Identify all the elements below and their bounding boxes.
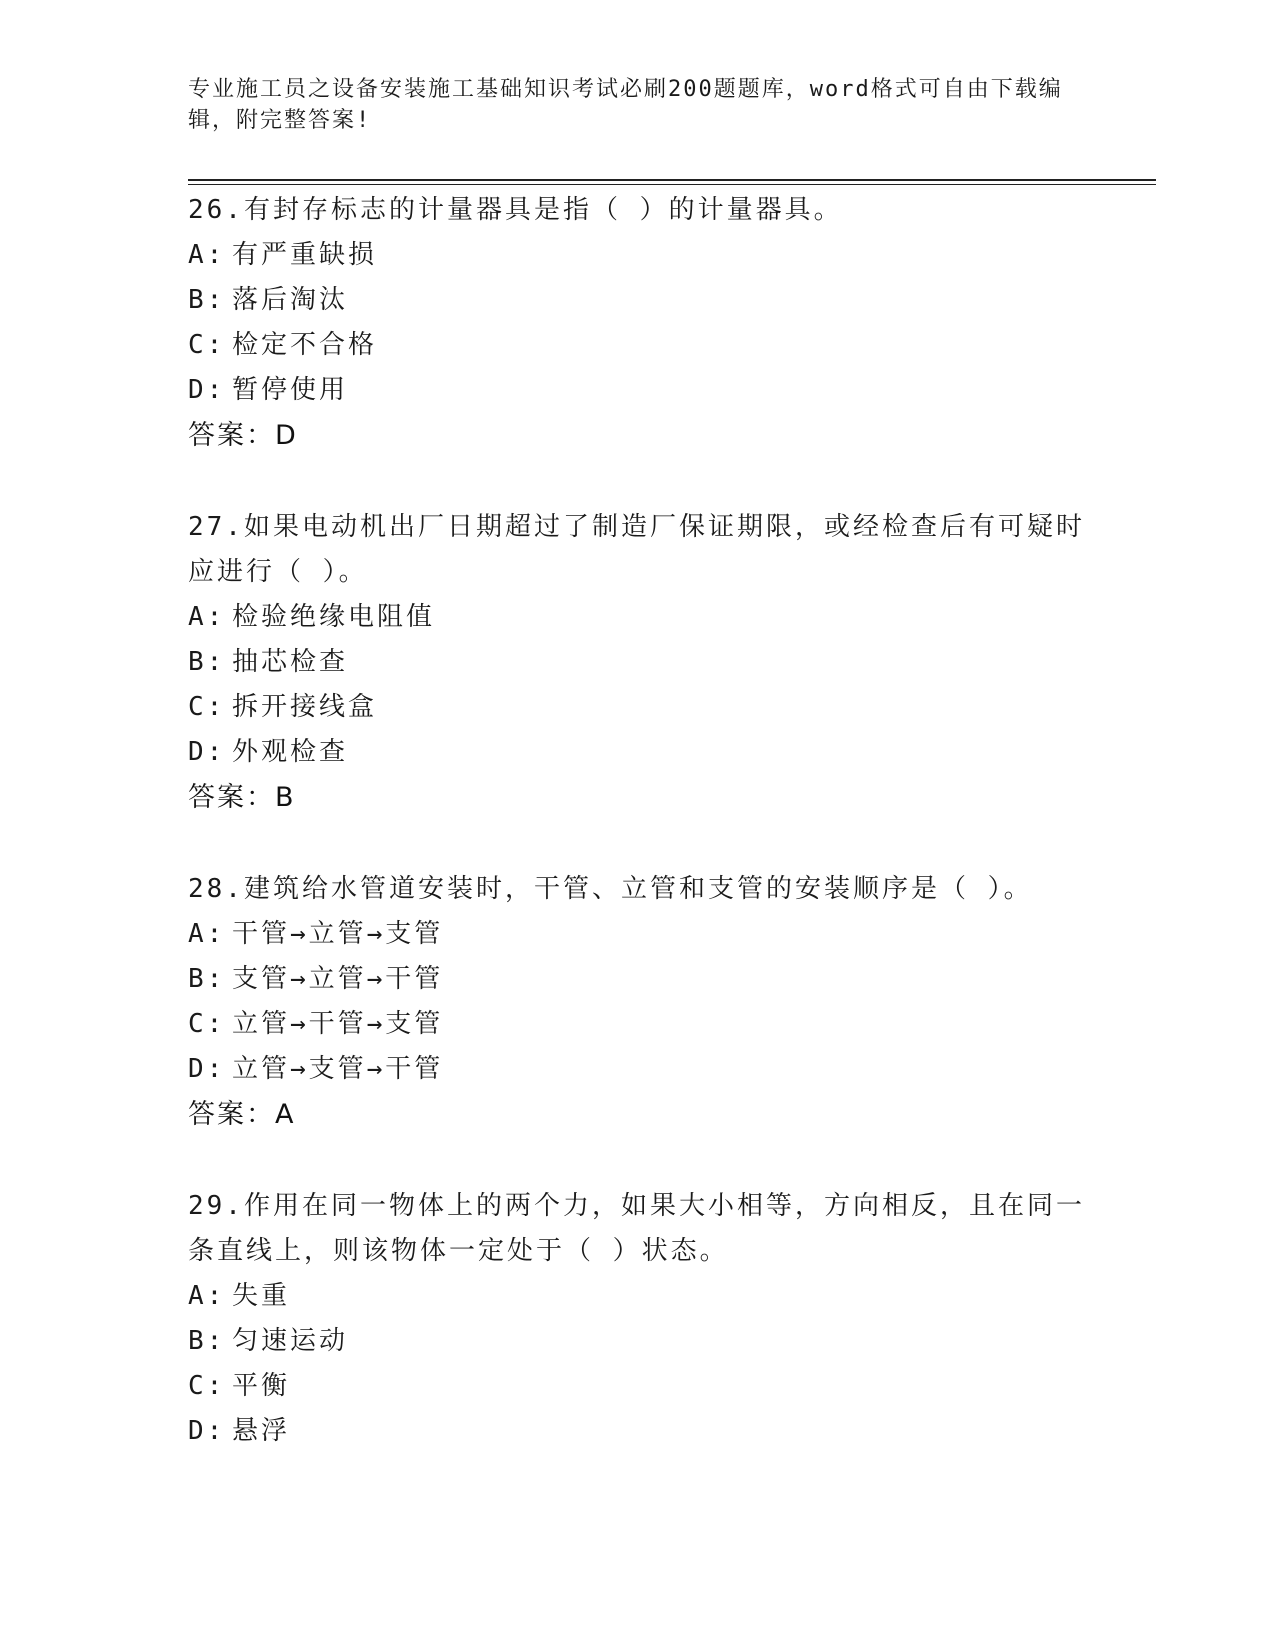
option-letter: C: bbox=[188, 330, 226, 360]
option-a bbox=[188, 912, 1088, 957]
answer-line: 答案：B bbox=[188, 782, 296, 813]
option-a bbox=[188, 595, 1088, 640]
option-letter: D: bbox=[188, 375, 226, 405]
option-text: 暂停使用 bbox=[232, 375, 349, 405]
document-header: 专业施工员之设备安装施工基础知识考试必刷200题题库，word格式可自由下载编辑，附完整答案! bbox=[188, 77, 1063, 133]
option-d bbox=[188, 1047, 1088, 1092]
option-b bbox=[188, 278, 1088, 323]
option-letter: C: bbox=[188, 1009, 226, 1039]
option-text: 失重 bbox=[232, 1281, 291, 1311]
option-c bbox=[188, 1002, 1088, 1047]
option-b bbox=[188, 1319, 1088, 1364]
option-text: 匀速运动 bbox=[232, 1326, 349, 1356]
option-letter: B: bbox=[188, 285, 226, 315]
option-letter: A: bbox=[188, 1281, 226, 1311]
option-text: 立管→干管→支管 bbox=[232, 1009, 444, 1039]
question-stem: 29.作用在同一物体上的两个力，如果大小相等，方向相反，且在同一条直线上，则该物体一定处于（ ）状态。 bbox=[188, 1191, 1085, 1266]
option-letter: C: bbox=[188, 692, 226, 722]
option-text: 检定不合格 bbox=[232, 330, 378, 360]
option-letter: D: bbox=[188, 1054, 226, 1084]
question-stem: 28.建筑给水管道安装时，干管、立管和支管的安装顺序是（ ）。 bbox=[188, 874, 1033, 904]
option-text: 平衡 bbox=[232, 1371, 291, 1401]
option-letter: A: bbox=[188, 240, 226, 270]
option-text: 悬浮 bbox=[232, 1416, 291, 1446]
option-letter: B: bbox=[188, 647, 226, 677]
option-b bbox=[188, 957, 1088, 1002]
question-stem: 26.有封存标志的计量器具是指（ ）的计量器具。 bbox=[188, 195, 843, 225]
option-text: 干管→立管→支管 bbox=[232, 919, 444, 949]
answer-line: 答案：D bbox=[188, 420, 298, 451]
question-list bbox=[188, 188, 1088, 1500]
option-d bbox=[188, 730, 1088, 775]
option-c bbox=[188, 685, 1088, 730]
question-27 bbox=[188, 505, 1088, 821]
option-letter: D: bbox=[188, 1416, 226, 1446]
question-28 bbox=[188, 867, 1088, 1138]
question-stem: 27.如果电动机出厂日期超过了制造厂保证期限，或经检查后有可疑时应进行（ ）。 bbox=[188, 512, 1085, 587]
option-letter: C: bbox=[188, 1371, 226, 1401]
option-c bbox=[188, 323, 1088, 368]
option-text: 落后淘汰 bbox=[232, 285, 349, 315]
option-a bbox=[188, 1274, 1088, 1319]
option-b bbox=[188, 640, 1088, 685]
option-letter: B: bbox=[188, 964, 226, 994]
option-letter: D: bbox=[188, 737, 226, 767]
option-letter: A: bbox=[188, 919, 226, 949]
option-letter: B: bbox=[188, 1326, 226, 1356]
question-29 bbox=[188, 1184, 1088, 1454]
option-letter: A: bbox=[188, 602, 226, 632]
question-26 bbox=[188, 188, 1088, 459]
answer-line: 答案：A bbox=[188, 1099, 296, 1130]
option-d bbox=[188, 1409, 1088, 1454]
option-text: 有严重缺损 bbox=[232, 240, 378, 270]
option-text: 立管→支管→干管 bbox=[232, 1054, 444, 1084]
option-c bbox=[188, 1364, 1088, 1409]
option-d bbox=[188, 368, 1088, 413]
option-text: 支管→立管→干管 bbox=[232, 964, 444, 994]
option-text: 抽芯检查 bbox=[232, 647, 349, 677]
option-a bbox=[188, 233, 1088, 278]
option-text: 拆开接线盒 bbox=[232, 692, 378, 722]
header-divider-thin bbox=[188, 184, 1156, 185]
option-text: 外观检查 bbox=[232, 737, 349, 767]
header-divider-thick bbox=[188, 179, 1156, 181]
option-text: 检验绝缘电阻值 bbox=[232, 602, 436, 632]
